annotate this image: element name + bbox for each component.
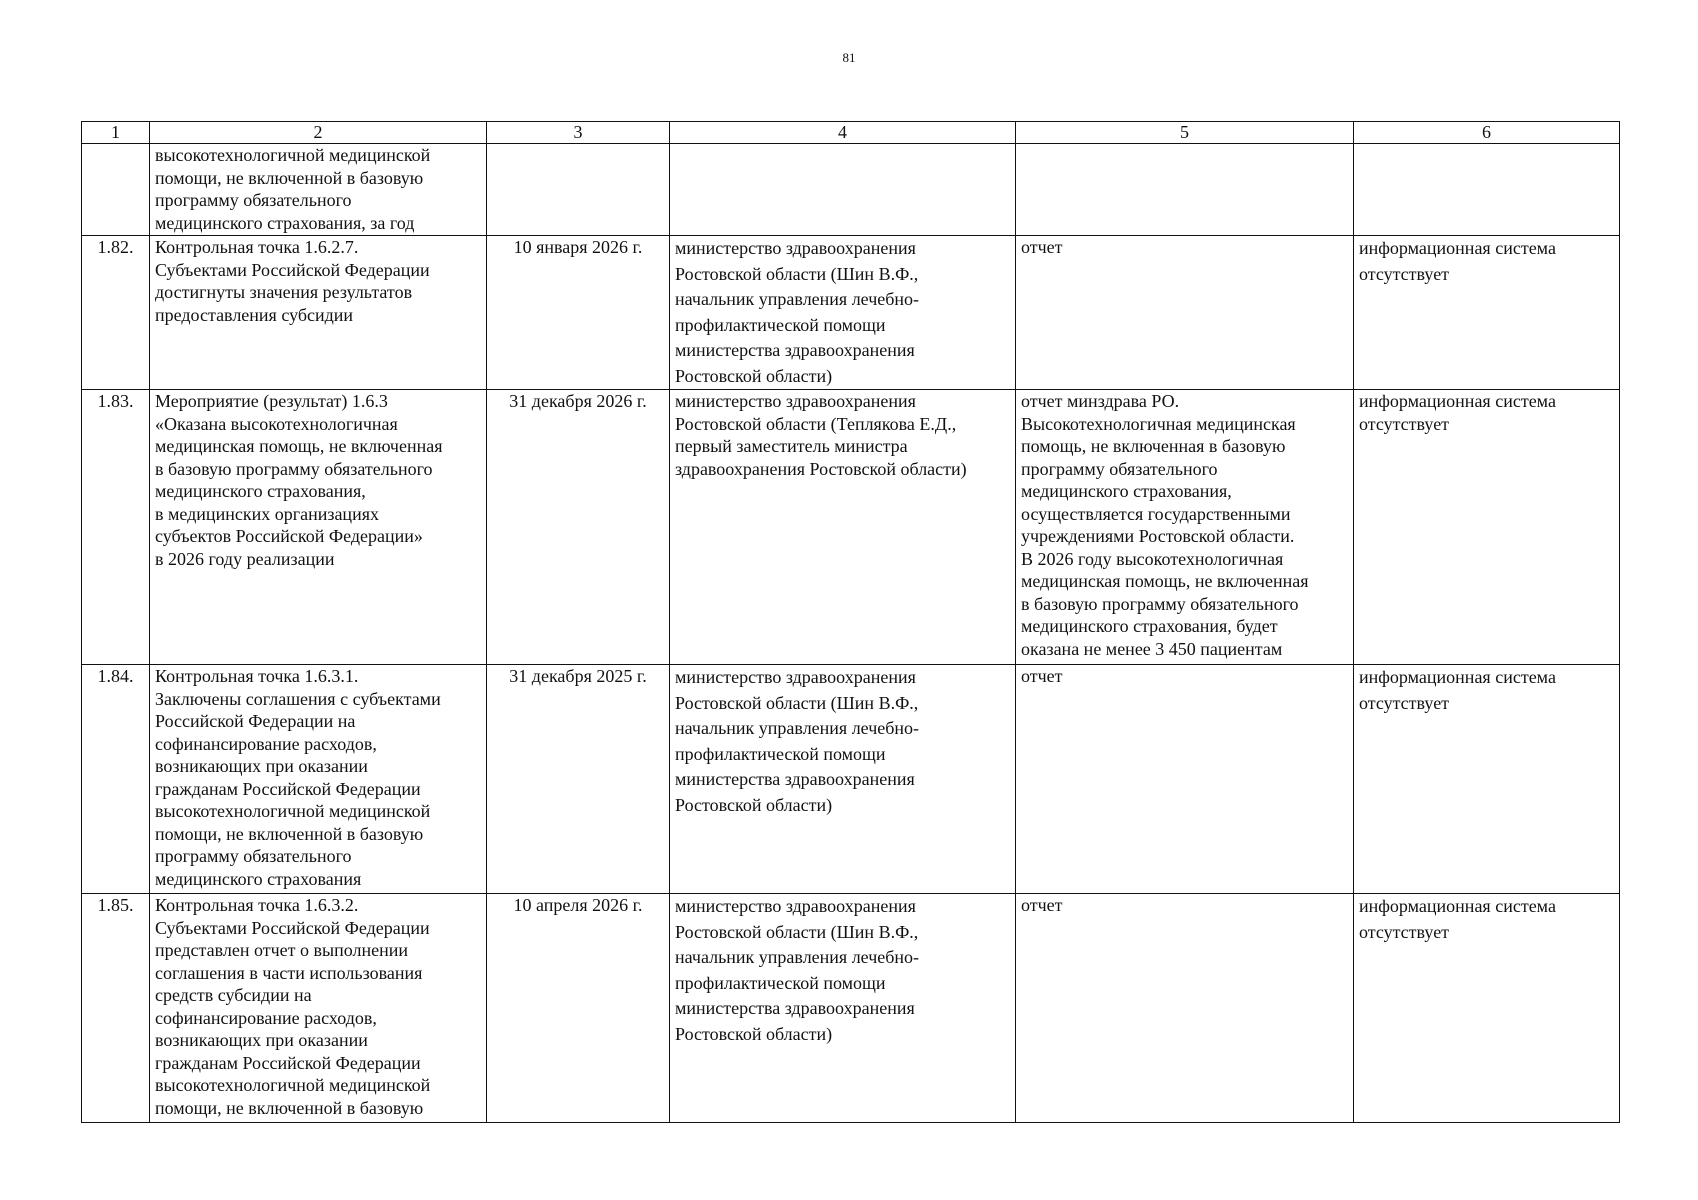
row-system — [1354, 144, 1620, 236]
row-name: Контрольная точка 1.6.3.2. Субъектами Российской Федерации представлен отчет о выполнении соглашения в части использования средств субсидии на софинансирование расходов, возникающих при оказании гражданам Российской Федерации высокотехнологичной медицинской помощи, не включенной в базовую — [150, 894, 487, 1123]
column-header-2: 2 — [150, 122, 487, 144]
row-name: Контрольная точка 1.6.3.1. Заключены соглашения с субъектами Российской Федерации на софинансирование расходов, возникающих при оказании гражданам Российской Федерации высокотехнологичной медицинской помощи, не включенной в базовую программу обязательного медицинского страхования — [150, 665, 487, 894]
row-number — [82, 144, 150, 236]
row-responsible: министерство здравоохранения Ростовской области (Теплякова Е.Д., первый заместитель министра здравоохранения Ростовской области) — [670, 390, 1016, 665]
row-number: 1.85. — [82, 894, 150, 1123]
row-name: высокотехнологичной медицинской помощи, не включенной в базовую программу обязательного медицинского страхования, за год — [150, 144, 487, 236]
row-system: информационная система отсутствует — [1354, 236, 1620, 390]
page-number: 81 — [842, 50, 856, 65]
row-responsible: министерство здравоохранения Ростовской области (Шин В.Ф., начальник управления лечебно- профилактической помощи министерства здравоохранения Ростовской области) — [670, 665, 1016, 894]
table-row — [82, 390, 1620, 665]
row-system: информационная система отсутствует — [1354, 894, 1620, 1123]
column-header-4: 4 — [670, 122, 1016, 144]
row-term: 10 апреля 2026 г. — [487, 894, 670, 1123]
table-row — [82, 236, 1620, 390]
row-responsible — [670, 144, 1016, 236]
row-system: информационная система отсутствует — [1354, 665, 1620, 894]
table-row — [82, 665, 1620, 894]
plan-table — [81, 121, 1620, 1123]
row-term: 31 декабря 2026 г. — [487, 390, 670, 665]
row-number: 1.84. — [82, 665, 150, 894]
row-document: отчет минздрава РО. Высокотехнологичная медицинская помощь, не включенная в базовую программу обязательного медицинского страхования, осуществляется государственными учреждениями Ростовской области. В 2026 году высокотехнологичная медицинская помощь, не включенная в базовую программу обязательного медицинского страхования, будет оказана не менее 3 450 пациентам — [1016, 390, 1354, 665]
row-document: отчет — [1016, 665, 1354, 894]
row-document — [1016, 144, 1354, 236]
table-header-row — [82, 122, 1620, 144]
column-header-6: 6 — [1354, 122, 1620, 144]
table-row — [82, 894, 1620, 1123]
row-system: информационная система отсутствует — [1354, 390, 1620, 665]
row-term: 10 января 2026 г. — [487, 236, 670, 390]
row-responsible: министерство здравоохранения Ростовской области (Шин В.Ф., начальник управления лечебно- профилактической помощи министерства здравоохранения Ростовской области) — [670, 894, 1016, 1123]
column-header-5: 5 — [1016, 122, 1354, 144]
row-term: 31 декабря 2025 г. — [487, 665, 670, 894]
row-document: отчет — [1016, 236, 1354, 390]
column-header-1: 1 — [82, 122, 150, 144]
row-name: Контрольная точка 1.6.2.7. Субъектами Российской Федерации достигнуты значения результатов предоставления субсидии — [150, 236, 487, 390]
row-term — [487, 144, 670, 236]
row-number: 1.82. — [82, 236, 150, 390]
row-number: 1.83. — [82, 390, 150, 665]
table-row — [82, 144, 1620, 236]
column-header-3: 3 — [487, 122, 670, 144]
row-responsible: министерство здравоохранения Ростовской области (Шин В.Ф., начальник управления лечебно- профилактической помощи министерства здравоохранения Ростовской области) — [670, 236, 1016, 390]
row-document: отчет — [1016, 894, 1354, 1123]
row-name: Мероприятие (результат) 1.6.3 «Оказана высокотехнологичная медицинская помощь, не включенная в базовую программу обязательного медицинского страхования, в медицинских организациях субъектов Российской Федерации» в 2026 году реализации — [150, 390, 487, 665]
